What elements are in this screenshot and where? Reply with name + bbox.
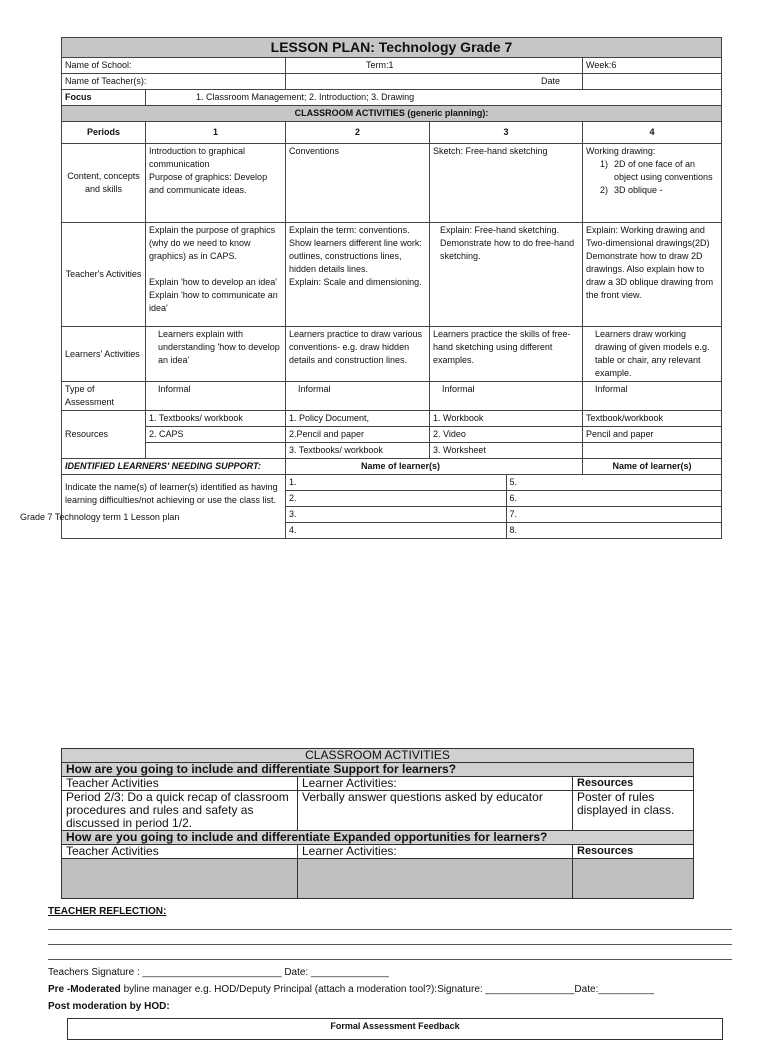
pre-moderation-line [48, 984, 654, 995]
title-row [62, 38, 722, 58]
content-label: Content, concepts and skills [62, 144, 146, 223]
support-resources: Poster of rules displayed in class. [573, 791, 694, 831]
content-p4-item-1: 2D of one face of an object using conventions [614, 159, 713, 182]
lesson-plan-title: LESSON PLAN: Technology Grade 7 [62, 38, 722, 58]
periods-label: Periods [62, 122, 146, 144]
reflection-line-2 [48, 944, 732, 945]
expanded-teacher-activity [62, 859, 298, 899]
teacher-activities-header-2: Teacher Activities [62, 845, 298, 859]
teacher-activities-label: Teacher's Activities [62, 223, 146, 327]
learner-slot-row [286, 523, 721, 539]
learner-names-header-left: Name of learner(s) [286, 459, 583, 475]
teacher-p3: Explain: Free-hand sketching. Demonstrate how to do free-hand sketching. [430, 223, 583, 327]
caption: Grade 7 Technology term 1 Lesson plan [20, 512, 180, 522]
classroom-activities-table [61, 748, 694, 899]
reflection-line-1 [48, 929, 732, 930]
teacher-activities-row [62, 223, 722, 327]
date-label: Date [286, 74, 583, 90]
support-rows [62, 475, 722, 539]
learner-slot-row [286, 507, 721, 523]
period-4: 4 [583, 122, 722, 144]
resources-p2-2: 2.Pencil and paper [286, 427, 430, 443]
expanded-resources [573, 859, 694, 899]
resources-p4-3 [583, 443, 722, 459]
expanded-question: How are you going to include and differentiate Expanded opportunities for learners? [62, 831, 694, 845]
content-p2: Conventions [286, 144, 430, 223]
content-row [62, 144, 722, 223]
resources-p4-2: Pencil and paper [583, 427, 722, 443]
resources-p3-1: 1. Workbook [430, 411, 583, 427]
learners-activities-label: Learners' Activities [62, 327, 146, 382]
resources-p2-3: 3. Textbooks/ workbook [286, 443, 430, 459]
content-p4: Working drawing: 1) 2D of one face of an object using conventions 2) 3D oblique - [583, 144, 722, 223]
classroom-activities-header: CLASSROOM ACTIVITIES [62, 749, 694, 763]
content-p4-title: Working drawing: [586, 146, 656, 156]
resources-p1-3 [146, 443, 286, 459]
assessment-p4: Informal [583, 382, 722, 411]
support-learner-activity: Verbally answer questions asked by educator [298, 791, 573, 831]
learners-p4: Learners draw working drawing of given models e.g. table or chair, any relevant example. [583, 327, 722, 382]
learner-names-header-right: Name of learner(s) [583, 459, 722, 475]
learners-activities-row [62, 327, 722, 382]
learner-slot[interactable]: 4. [286, 523, 506, 539]
learner-slot[interactable]: 6. [506, 491, 721, 507]
support-header-row [62, 459, 722, 475]
focus-label: Focus [62, 90, 146, 106]
pre-moderated-label: Pre -Moderated [48, 984, 121, 995]
pre-moderated-text: byline manager e.g. HOD/Deputy Principal (attach a moderation tool?):Signature: ________________Date:__________ [120, 984, 654, 995]
support-instruction: Indicate the name(s) of learner(s) identified as having learning difficulties/not achieving or use the class list. [65, 482, 278, 505]
resources-row-3 [62, 443, 722, 459]
reflection-line-3 [48, 959, 732, 960]
resources-p2-1: 1. Policy Document, [286, 411, 430, 427]
learner-slot[interactable]: 2. [286, 491, 506, 507]
learner-slot[interactable]: 1. [286, 475, 506, 491]
assessment-p3: Informal [430, 382, 583, 411]
teacher-reflection-title: TEACHER REFLECTION: [48, 906, 167, 917]
periods-row [62, 122, 722, 144]
school-row [62, 58, 722, 74]
learner-slots [286, 475, 722, 539]
learner-slot-row [286, 475, 721, 491]
support-label: IDENTIFIED LEARNERS' NEEDING SUPPORT: [62, 459, 286, 475]
teacher-row [62, 74, 722, 90]
resources-p3-3: 3. Worksheet [430, 443, 583, 459]
activities-header-row [62, 106, 722, 122]
teacher-p1: Explain the purpose of graphics (why do we need to know graphics) as in CAPS. Explain 'how to develop an idea' Explain 'how to communicate an idea' [146, 223, 286, 327]
period-1: 1 [146, 122, 286, 144]
support-question: How are you going to include and differentiate Support for learners? [62, 763, 694, 777]
support-instruction-cell [62, 475, 286, 539]
period-2: 2 [286, 122, 430, 144]
feedback-title: Formal Assessment Feedback [330, 1021, 460, 1031]
assessment-label: Type of Assessment [62, 382, 146, 411]
resources-p1-2: 2. CAPS [146, 427, 286, 443]
resources-row-1 [62, 411, 722, 427]
assessment-p2: Informal [286, 382, 430, 411]
focus-value: 1. Classroom Management; 2. Introduction; 3. Drawing [146, 90, 722, 106]
learners-p3: Learners practice the skills of free-hand sketching using different examples. [430, 327, 583, 382]
assessment-row [62, 382, 722, 411]
learners-p1: Learners explain with understanding 'how to develop an idea' [146, 327, 286, 382]
teacher-name-label: Name of Teacher(s): [62, 74, 286, 90]
activities-header: CLASSROOM ACTIVITIES (generic planning): [62, 106, 722, 122]
resources-header-2: Resources [573, 845, 694, 859]
school-label: Name of School: [62, 58, 286, 74]
resources-p4-1: Textbook/workbook [583, 411, 722, 427]
expanded-learner-activity [298, 859, 573, 899]
resources-row-2 [62, 427, 722, 443]
lesson-plan-table [61, 37, 722, 539]
date-value [583, 74, 722, 90]
teacher-p2: Explain the term: conventions. Show learners different line work: outlines, constructions lines, hidden details lines. Explain: Scale and dimensioning. [286, 223, 430, 327]
support-teacher-activity: Period 2/3: Do a quick recap of classroom procedures and rules and safety as discussed in period 1/2. [62, 791, 298, 831]
learner-slot[interactable]: 8. [509, 525, 518, 535]
resources-header: Resources [573, 777, 694, 791]
content-p4-item-2: 3D oblique - [614, 185, 663, 195]
learner-slot-row [286, 491, 721, 507]
learners-p2: Learners practice to draw various conventions- e.g. draw hidden details and construction lines. [286, 327, 430, 382]
focus-row [62, 90, 722, 106]
teacher-p4: Explain: Working drawing and Two-dimensional drawings(2D) Demonstrate how to draw 2D drawings. Also explain how to draw a 3D oblique drawing from the front view. [583, 223, 722, 327]
term-label: Term:1 [286, 58, 583, 74]
content-p3: Sketch: Free-hand sketching [430, 144, 583, 223]
learner-slot[interactable]: 3. [286, 507, 506, 523]
teacher-activities-header: Teacher Activities [62, 777, 298, 791]
learner-slot[interactable]: 5. [506, 475, 721, 491]
resources-p3-2: 2. Video [430, 427, 583, 443]
feedback-box [67, 1018, 723, 1040]
resources-label: Resources [62, 411, 146, 459]
assessment-p1: Informal [146, 382, 286, 411]
learner-activities-header-2: Learner Activities: [298, 845, 573, 859]
period-3: 3 [430, 122, 583, 144]
post-moderation-label: Post moderation by HOD: [48, 1001, 170, 1012]
learner-slot[interactable]: 7. [506, 507, 721, 523]
resources-p1-1: 1. Textbooks/ workbook [146, 411, 286, 427]
signature-line: Teachers Signature : _________________________ Date: ______________ [48, 967, 389, 978]
content-p1: Introduction to graphical communication Purpose of graphics: Develop and communicate ideas. [146, 144, 286, 223]
learner-activities-header: Learner Activities: [298, 777, 573, 791]
week-label: Week:6 [583, 58, 722, 74]
